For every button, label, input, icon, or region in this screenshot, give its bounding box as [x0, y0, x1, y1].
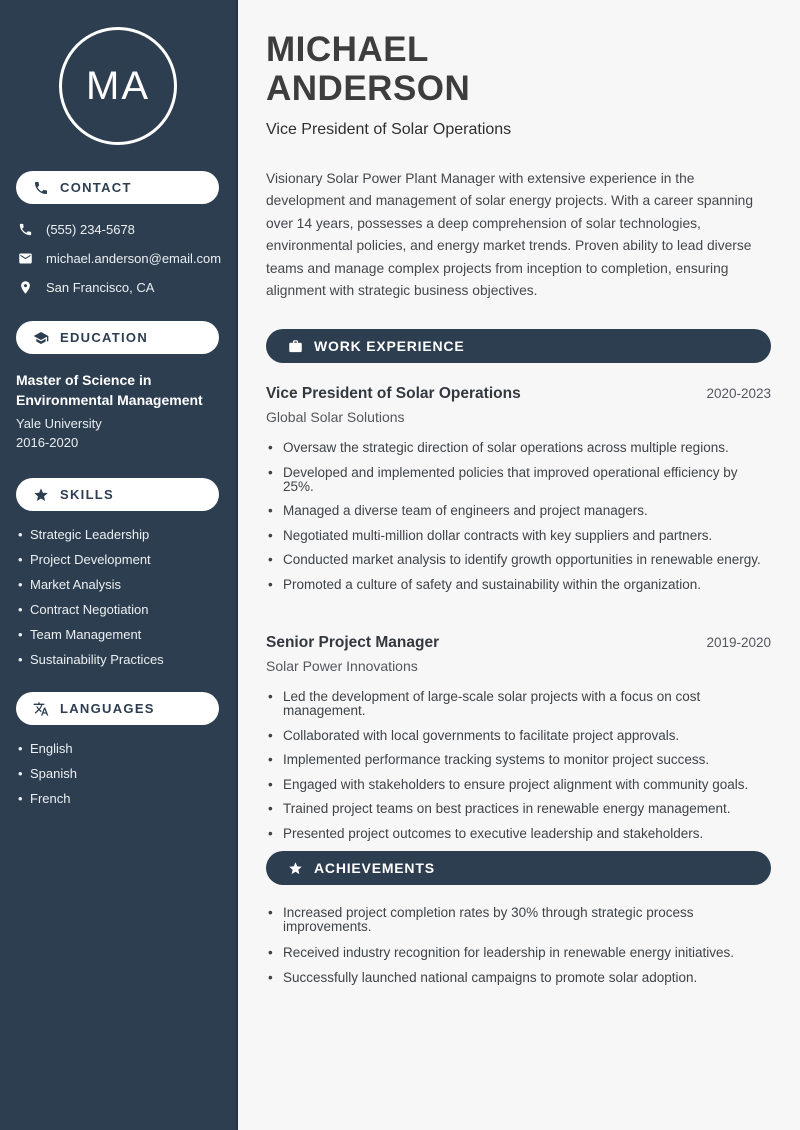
languages-section-title: LANGUAGES	[60, 701, 155, 716]
job-bullet: • Implemented performance tracking systems to monitor project success.	[266, 753, 771, 767]
education-section-header	[16, 321, 219, 354]
job-title: Vice President of Solar Operations	[266, 385, 521, 403]
person-name	[266, 30, 771, 108]
job-dates: 2020-2023	[706, 386, 771, 402]
achievement-bullet: • Increased project completion rates by 30% through strategic process improvements.	[266, 906, 771, 934]
contact-phone	[0, 222, 236, 237]
job-bullet: • Conducted market analysis to identify growth opportunities in renewable energy.	[266, 553, 771, 567]
contact-section-header	[16, 171, 219, 204]
person-job-title: Vice President of Solar Operations	[266, 121, 512, 138]
contact-section-title: CONTACT	[60, 180, 132, 195]
job-header	[266, 634, 771, 652]
job-bullet-list	[266, 441, 771, 592]
education-school: Yale University	[16, 416, 102, 431]
job-bullet: • Oversaw the strategic direction of solar operations across multiple regions.	[266, 441, 771, 455]
job-bullet: • Developed and implemented policies that improved operational efficiency by 25%.	[266, 466, 771, 494]
phone-icon	[33, 180, 49, 196]
job-title: Senior Project Manager	[266, 634, 440, 652]
education-entry	[0, 354, 236, 452]
job-bullet: • Negotiated multi-million dollar contracts with key suppliers and partners.	[266, 529, 771, 543]
job-bullet: • Trained project teams on best practices in renewable energy management.	[266, 802, 771, 816]
phone-icon	[18, 222, 33, 237]
location-pin-icon	[18, 280, 33, 295]
contact-phone-value: (555) 234-5678	[46, 222, 135, 237]
job-bullet: • Presented project outcomes to executive leadership and stakeholders.	[266, 827, 771, 841]
graduation-cap-icon	[33, 330, 49, 346]
contact-location	[0, 280, 236, 295]
contact-email	[0, 251, 236, 266]
job-dates: 2019-2020	[706, 635, 771, 651]
person-last-name: ANDERSON	[266, 69, 471, 108]
skill-item: • Team Management	[0, 628, 236, 641]
skills-section-title: SKILLS	[60, 487, 115, 502]
star-icon	[288, 861, 303, 876]
skill-item: • Sustainability Practices	[0, 653, 236, 666]
job-entry	[266, 385, 771, 592]
skills-list	[0, 528, 236, 666]
skills-section-header	[16, 478, 219, 511]
main-content	[238, 0, 800, 1130]
job-bullet: • Promoted a culture of safety and sustainability within the organization.	[266, 578, 771, 592]
language-item: • French	[0, 792, 236, 805]
achievements-list	[266, 906, 771, 985]
star-icon	[33, 487, 49, 503]
avatar	[59, 27, 177, 145]
contact-email-value: michael.anderson@email.com	[46, 251, 222, 266]
achievements-section-title: ACHIEVEMENTS	[314, 860, 435, 877]
contact-location-value: San Francisco, CA	[46, 280, 155, 295]
job-bullet: • Managed a diverse team of engineers and project managers.	[266, 504, 771, 518]
achievement-bullet: • Successfully launched national campaigns to promote solar adoption.	[266, 971, 771, 985]
email-icon	[18, 251, 33, 266]
languages-section-header	[16, 692, 219, 725]
job-company: Global Solar Solutions	[266, 409, 405, 426]
achievements-section-header	[266, 851, 771, 885]
briefcase-icon	[288, 339, 303, 354]
contact-list	[0, 222, 236, 295]
translate-icon	[33, 701, 49, 717]
skill-item: • Contract Negotiation	[0, 603, 236, 616]
achievement-bullet: • Received industry recognition for leadership in renewable energy initiatives.	[266, 946, 771, 960]
job-company: Solar Power Innovations	[266, 658, 418, 675]
job-bullet-list	[266, 690, 771, 841]
languages-list	[0, 742, 236, 805]
skill-item: • Market Analysis	[0, 578, 236, 591]
language-item: • English	[0, 742, 236, 755]
avatar-initials: MA	[86, 63, 150, 108]
education-degree: Master of Science in Environmental Management	[16, 372, 203, 408]
job-bullet: • Collaborated with local governments to facilitate project approvals.	[266, 729, 771, 743]
language-item: • Spanish	[0, 767, 236, 780]
work-experience-section-header	[266, 329, 771, 363]
work-experience-section-title: WORK EXPERIENCE	[314, 338, 465, 355]
summary-paragraph: Visionary Solar Power Plant Manager with extensive experience in the development and management of solar energy projects. With a career spanning over 14 years, possesses a deep comprehension of solar technologies, environmental policies, and energy market trends. Proven ability to lead diverse teams and manage complex projects from inception to completion, ensuring alignment with strategic business objectives.	[266, 171, 754, 299]
job-bullet: • Led the development of large-scale solar projects with a focus on cost management.	[266, 690, 771, 718]
job-header	[266, 385, 771, 403]
job-entry	[266, 634, 771, 841]
person-first-name: MICHAEL	[266, 30, 429, 69]
job-bullet: • Engaged with stakeholders to ensure project alignment with community goals.	[266, 778, 771, 792]
education-years: 2016-2020	[16, 435, 79, 450]
education-section-title: EDUCATION	[60, 330, 149, 345]
sidebar	[0, 0, 238, 1130]
skill-item: • Project Development	[0, 553, 236, 566]
skill-item: • Strategic Leadership	[0, 528, 236, 541]
